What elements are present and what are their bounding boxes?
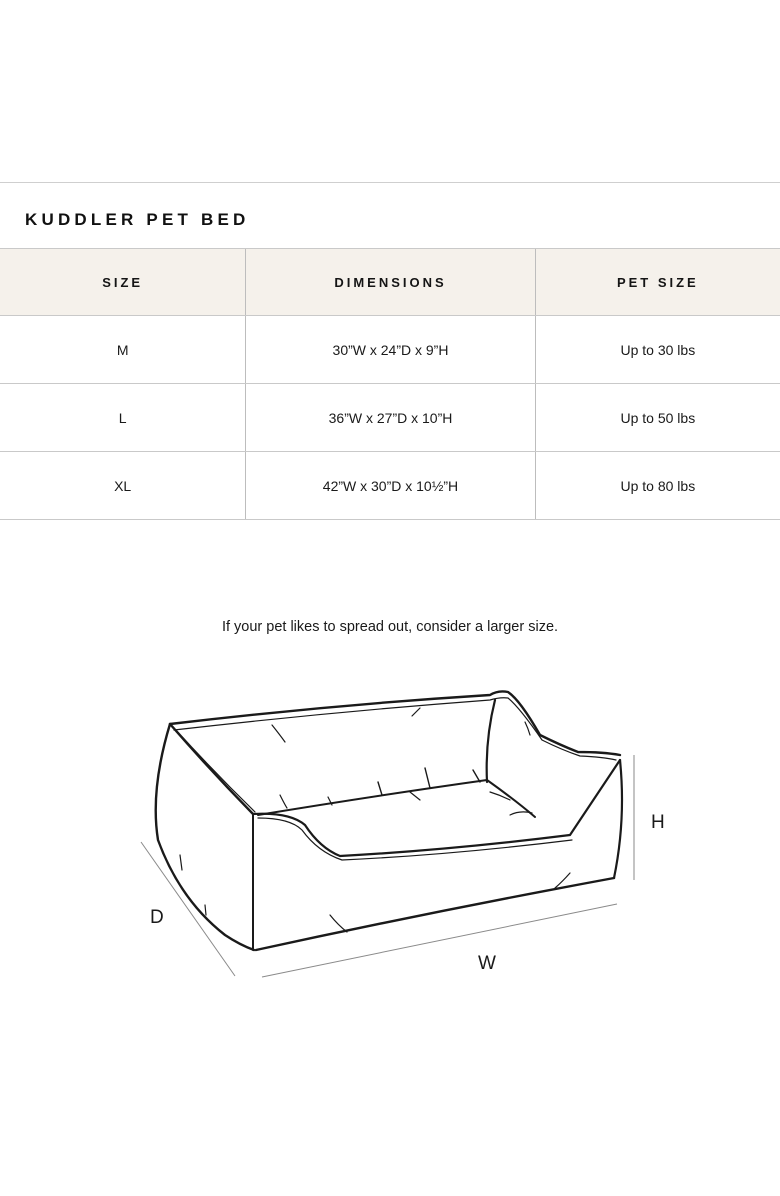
page-title: KUDDLER PET BED [25,210,250,229]
table-row [0,452,780,520]
cell-size: M [0,316,246,384]
dimension-label-height: H [651,812,665,833]
dimension-label-width: W [478,953,496,974]
cell-dimensions: 42”W x 30”D x 10½”H [246,452,535,520]
header-dimensions: DIMENSIONS [246,249,535,316]
sizing-note: If your pet likes to spread out, consider a larger size. [221,619,559,635]
header-pet-size: PET SIZE [535,249,780,316]
cell-dimensions: 30”W x 24”D x 9”H [246,316,535,384]
header-size: SIZE [0,249,246,316]
cell-size: L [0,384,246,452]
table-row [0,316,780,384]
cell-pet-size: Up to 80 lbs [535,452,780,520]
top-divider [0,182,780,183]
dimension-label-depth: D [150,907,164,928]
width-dimension-line [262,904,617,977]
cell-size: XL [0,452,246,520]
table-header-row [0,249,780,316]
cell-dimensions: 36”W x 27”D x 10”H [246,384,535,452]
pet-bed-illustration [130,680,670,990]
cell-pet-size: Up to 30 lbs [535,316,780,384]
table-row [0,384,780,452]
size-chart-table [0,248,780,520]
cell-pet-size: Up to 50 lbs [535,384,780,452]
